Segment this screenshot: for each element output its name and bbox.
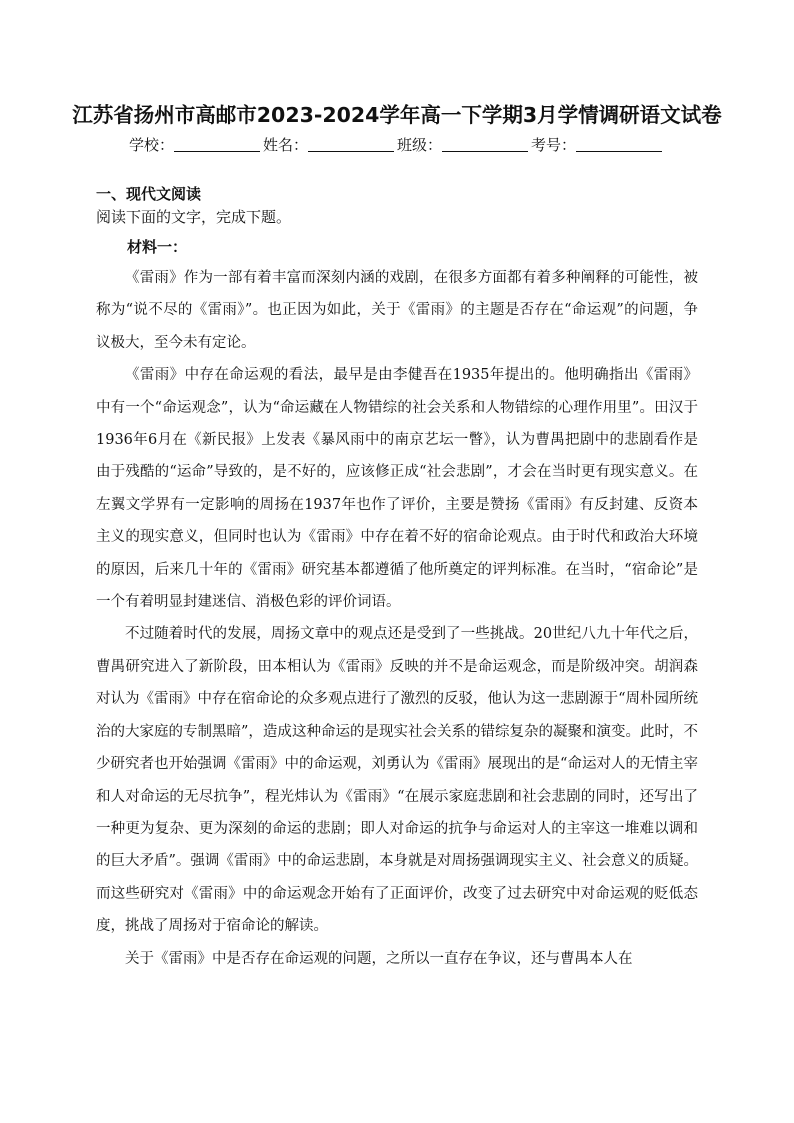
exam-number-blank (576, 137, 662, 152)
paragraph-1: 《雷雨》作为一部有着丰富而深刻内涵的戏剧，在很多方面都有着多种阐释的可能性，被称为“说不尽的《雷雨》”。也正因为如此，关于《雷雨》的主题是否存在“命运观”的问题，争议极大，至今未有定论。 (96, 270, 698, 351)
reading-instruction: 阅读下面的文字，完成下题。 (96, 208, 292, 226)
section-heading: 一、现代文阅读 (96, 185, 202, 203)
exam-number-label: 考号： (531, 136, 577, 154)
paragraph-4: 关于《雷雨》中是否存在命运观的问题，之所以一直存在争议，还与曹禺本人在 (125, 950, 633, 967)
material-label: 材料一： (127, 238, 188, 256)
exam-number-field (531, 134, 665, 155)
class-blank (442, 137, 528, 152)
paragraph-2: 《雷雨》中存在命运观的看法，最早是由李健吾在1935年提出的。他明确指出《雷雨》中有一个“命运观念”，认为“命运藏在人物错综的社会关系和人物错综的心理作用里”。田汉于1936年6月在《新民报》上发表《暴风雨中的南京艺坛一瞥》，认为曹禺把剧中的悲剧看作是由于残酷的“运命”导致的，是不好的，应该修正成“社会悲剧”，才会在当时更有现实意义。在左翼文学界有一定影响的周扬在1937年也作了评价，主要是赞扬《雷雨》有反封建、反资本主义的现实意义，但同时也认为《雷雨》中存在着不好的宿命论观点。由于时代和政治大环境的原因，后来几十年的《雷雨》研究基本都遵循了他所奠定的评判标准。在当时，“宿命论”是一个有着明显封建迷信、消极色彩的评价词语。 (96, 367, 698, 611)
class-label: 班级： (397, 136, 443, 154)
exam-title: 江苏省扬州市高邮市2023-2024学年高一下学期3月学情调研语文试卷 (72, 103, 722, 127)
name-label: 姓名： (262, 136, 308, 154)
class-field (397, 134, 531, 155)
school-label: 学校： (128, 136, 174, 154)
school-field (129, 134, 263, 155)
paragraph-3: 不过随着时代的发展，周扬文章中的观点还是受到了一些挑战。20世纪八九十年代之后，曹禺研究进入了新阶段，田本相认为《雷雨》反映的并不是命运观念，而是阶级冲突。胡润森对认为《雷雨》中存在宿命论的众多观点进行了激烈的反驳，他认为这一悲剧源于“周朴园所统治的大家庭的专制黑暗”，造成这种命运的是现实社会关系的错综复杂的凝聚和演变。此时，不少研究者也开始强调《雷雨》中的命运观，刘勇认为《雷雨》展现出的是“命运对人的无情主宰和人对命运的无尽抗争”，程光炜认为《雷雨》“在展示家庭悲剧和社会悲剧的同时，还写出了一种更为复杂、更为深刻的命运的悲剧；即人对命运的抗争与命运对人的主宰这一堆难以调和的巨大矛盾”。强调《雷雨》中的命运悲剧，本身就是对周扬强调现实主义、社会意义的质疑。而这些研究对《雷雨》中的命运观念开始有了正面评价，改变了过去研究中对命运观的贬低态度，挑战了周扬对于宿命论的解读。 (96, 626, 698, 935)
student-info-line (0, 134, 794, 155)
school-blank (174, 137, 260, 152)
name-field (263, 134, 397, 155)
passage-body (96, 262, 698, 975)
name-blank (308, 137, 394, 152)
